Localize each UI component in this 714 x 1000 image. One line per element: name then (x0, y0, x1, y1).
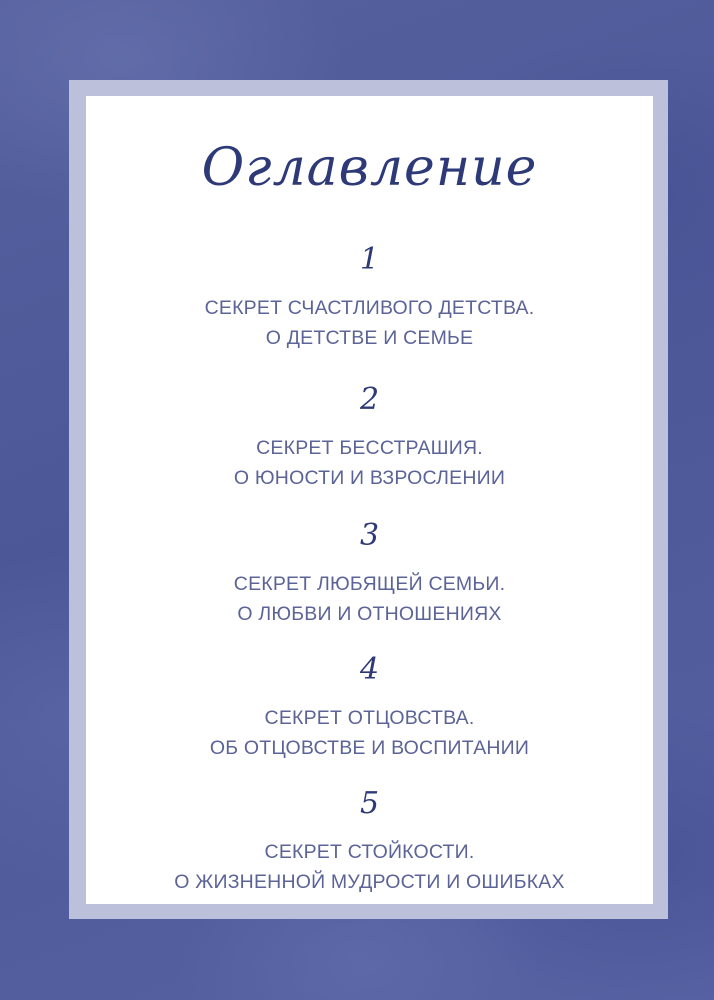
chapter-number: 5 (359, 786, 380, 821)
chapter-title: СЕКРЕТ ЛЮБЯЩЕЙ СЕМЬИ. (233, 573, 506, 595)
toc-entry (86, 652, 653, 763)
chapter-subtitle: О ЛЮБВИ И ОТНОШЕНИЯХ (237, 603, 502, 625)
toc-entry (86, 242, 653, 353)
page-title: Оглавление (201, 138, 538, 198)
chapter-title: СЕКРЕТ БЕССТРАШИЯ. (256, 437, 483, 459)
chapter-subtitle: ОБ ОТЦОВСТВЕ И ВОСПИТАНИИ (209, 737, 530, 759)
content-panel (86, 96, 653, 904)
chapter-subtitle: О ЮНОСТИ И ВЗРОСЛЕНИИ (233, 467, 506, 489)
chapter-number: 3 (359, 518, 380, 553)
chapter-number: 1 (359, 242, 380, 277)
chapter-number: 2 (359, 382, 380, 417)
chapter-title: СЕКРЕТ ОТЦОВСТВА. (264, 707, 475, 729)
toc-entry (86, 382, 653, 493)
chapter-subtitle: О ЖИЗНЕННОЙ МУДРОСТИ И ОШИБКАХ (174, 871, 565, 893)
chapter-subtitle: О ДЕТСТВЕ И СЕМЬЕ (265, 327, 474, 349)
chapter-title: СЕКРЕТ СЧАСТЛИВОГО ДЕТСТВА. (204, 297, 535, 319)
toc-entry (86, 518, 653, 629)
chapter-title: СЕКРЕТ СТОЙКОСТИ. (264, 841, 475, 863)
toc-entry (86, 786, 653, 897)
chapter-number: 4 (359, 652, 380, 687)
